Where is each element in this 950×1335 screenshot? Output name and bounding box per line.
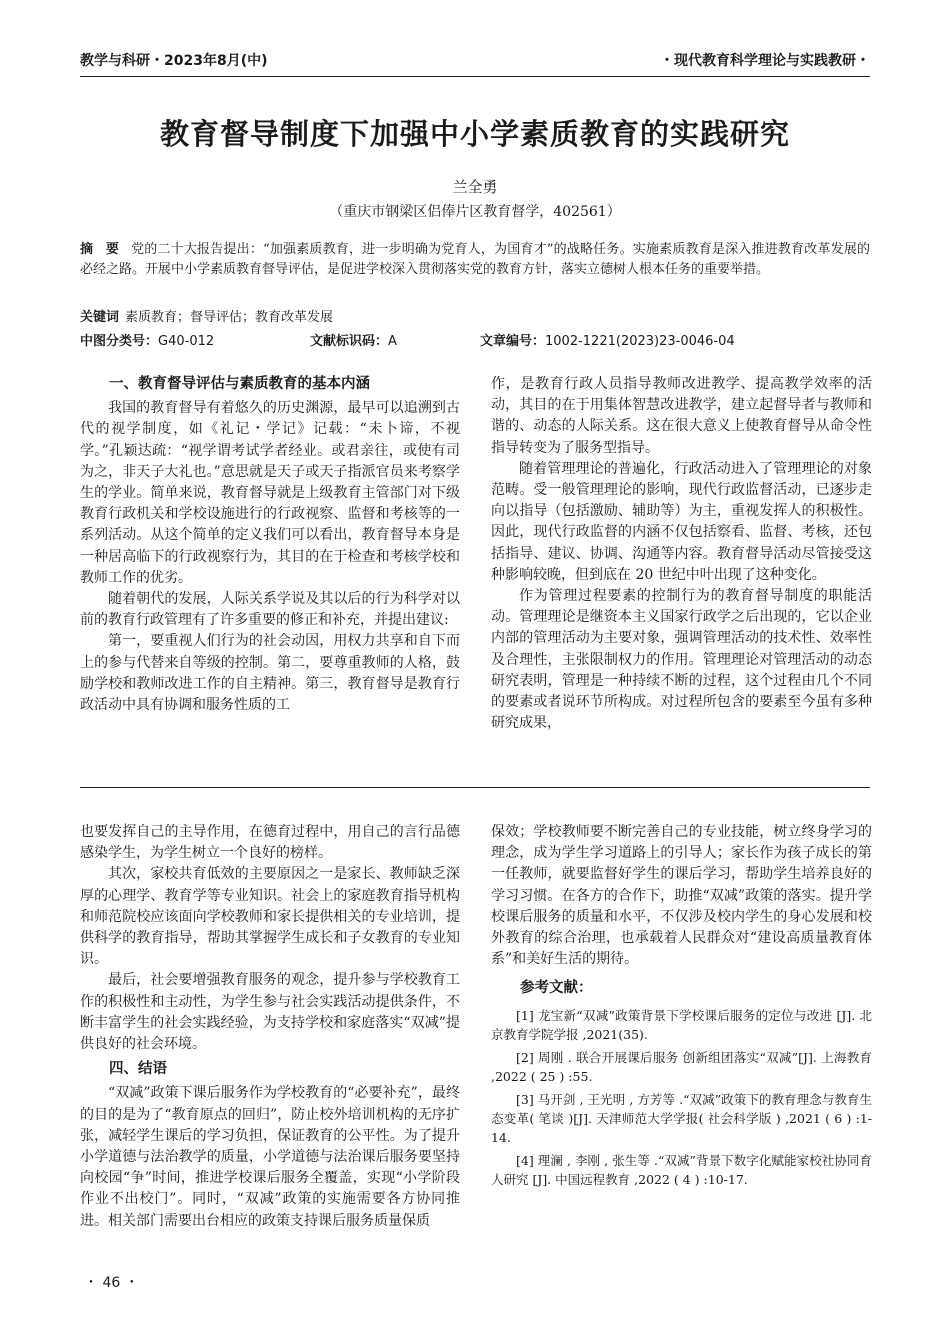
column-3 [80, 822, 460, 1232]
abstract-text: 党的二十大报告提出：“加强素质教育，进一步明确为党育人，为国育才”的战略任务。实施素质教育是深入推进教育改革发展的必经之路。开展中小学素质教育督导评估，是促进学校深入贯彻落实党的教育方针，落实立德树人根本任务的重要举措。 [80, 242, 871, 277]
article-number: 文章编号：1002-1221(2023)23-0046-04 [480, 334, 735, 349]
page-number: ・ 46 ・ [84, 1275, 139, 1291]
journal-issue: 教学与科研・2023年8月(中) [80, 53, 268, 69]
paragraph: 保效；学校教师要不断完善自己的专业技能，树立终身学习的理念，成为学生学习道路上的引导人；家长作为孩子成长的第一任教师，就要监督好学生的课后学习，帮助学生培养良好的学习习惯。在各方的合作下，助推“双减”政策的落实。提升学校课后服务的质量和水平，不仅涉及校内学生的身心发展和校外教育的综合治理，也承载着人民群众对“建设高质量教育体系”和美好生活的期待。 [491, 824, 872, 968]
paragraph: 随着朝代的发展，人际关系学说及其以后的行为科学对以前的教育行政管理有了许多重要的修正和补充，并提出建议: [80, 591, 460, 629]
article-title: 教育督导制度下加强中小学素质教育的实践研究 [159, 117, 790, 151]
column-4 [491, 822, 872, 1193]
page-divider [80, 787, 870, 788]
paragraph: 随着管理理论的普遍化，行政活动进入了管理理论的对象范畴。受一般管理理论的影响，现代行政监督活动，已逐步走向以指导（包括激励、辅助等）为主，重视发挥人的积极性。因此，现代行政监督的内涵不仅包括察看、监督、考核，还包括指导、建议、协调、沟通等内容。教育督导活动尽管接受这种影响较晚，但到底在 20 世纪中叶出现了这种变化。 [491, 460, 872, 583]
paragraph: 最后，社会要增强教育服务的观念，提升参与学校教育工作的积极性和主动性，为学生参与社会实践活动提供条件，不断丰富学生的社会实践经验，为支持学校和家庭落实“双减”提供良好的社会环境。 [80, 972, 460, 1053]
abstract [80, 240, 870, 280]
section-heading-1: 一、教育督导评估与素质教育的基本内涵 [109, 376, 370, 392]
doc-code: 文献标识码：A [310, 334, 397, 349]
paragraph: 也要发挥自己的主导作用，在德育过程中，用自己的言行品德感染学生，为学生树立一个良好的榜样。 [80, 824, 460, 862]
clc-number: 中图分类号：G40-012 [80, 334, 215, 349]
section-heading-4: 四、结语 [109, 1061, 167, 1078]
running-header [80, 50, 870, 72]
author: 兰全勇 [452, 178, 498, 196]
paragraph: 其次，家校共育低效的主要原因之一是家长、教师缺乏深厚的心理学、教育学等专业知识。社会上的家庭教育指导机构和师范院校应该面向学校教师和家长提供相关的专业培训，提供科学的教育指导，帮助其掌握学生成长和子女教育的专业知识。 [80, 866, 460, 968]
affiliation: （重庆市钢梁区侣俸片区教育督学，402561） [329, 204, 621, 220]
paragraph: 第一，要重视人们行为的社会动因，用权力共享和自下而上的参与代替来自等级的控制。第二，要尊重教师的人格，鼓励学校和教师改进工作的自主精神。第三，教育督导是教育行政活动中具有协调和服务性质的工 [80, 633, 460, 714]
keywords [80, 306, 870, 325]
reference-item: [2] 周刚 . 联合开展课后服务 创新组团落实“双减”[J]. 上海教育 ,2022 ( 25 ) :55. [491, 1049, 872, 1084]
header-divider [80, 76, 870, 77]
paragraph: 我国的教育督导有着悠久的历史渊源，最早可以追溯到古代的视学制度，如《礼记・学记》记载：“未卜谛，不视学。”孔颖达疏：“视学谓考试学者经业。或君亲往，或使有司为之，非天子大礼也。”意思就是天子或天子指派官员来考察学生的学业。简单来说，教育督导就是上级教育主管部门对下级教育行政机关和学校设施进行的行政视察、监督和考核等的一系列活动。从这个简单的定义我们可以看出，教育督导本身是一种居高临下的行政视察行为，其目的在于检查和考核学校和教师工作的优劣。 [80, 400, 460, 586]
column-1 [80, 374, 460, 716]
journal-column: ・现代教育科学理论与实践教研・ [660, 53, 870, 69]
paragraph: 作，是教育行政人员指导教师改进教学、提高教学效率的活动，其目的在于用集体智慧改进教学，建立起督导者与教师和谐的、动态的人际关系。这在很大意义上使教育督导从命令性指导转变为了服务型指导。 [491, 376, 872, 456]
paragraph: “双减”政策下课后服务作为学校教育的“必要补充”，最终的目的是为了“教育原点的回归”，防止校外培训机构的无序扩张，减轻学生课后的学习负担，保证教育的公平性。为了提升小学道德与法治教学的质量，小学道德与法治课后服务要坚持向校园“争”时间，推进学校课后服务全覆盖，实现“小学阶段作业不出校门”。同时，“双减”政策的实施需要各方协同推进。相关部门需要出台相应的政策支持课后服务质量保质 [80, 1085, 460, 1229]
reference-item: [1] 龙宝新“双减”政策背景下学校课后服务的定位与改进 [J]. 北京教育学院学报 ,2021(35). [491, 1007, 872, 1042]
reference-item: [3] 马开剑 , 王光明 , 方芳等 .“双减”政策下的教育理念与教育生态变革( 笔谈 )[J]. 天津师范大学学报( 社会科学版 ) ,2021 ( 6 ) :1-14. [491, 1091, 872, 1145]
keywords-label: 关键词 [80, 310, 120, 325]
keywords-text: 素质教育；督导评估；教育改革发展 [125, 310, 334, 325]
paragraph: 作为管理过程要素的控制行为的教育督导制度的职能活动。管理理论是继资本主义国家行政学之后出现的，它以企业内部的管理活动为主要对象，强调管理活动的技术性、效率性及合理性，主张限制权力的作用。管理理论对管理活动的动态研究表明，管理是一种持续不断的过程，这个过程由几个不同的要素或者说环节所构成。对过程所包含的要素至今虽有多种研究成果， [491, 588, 872, 732]
references-heading: 参考文献： [520, 980, 593, 997]
abstract-label: 摘 要 [80, 242, 124, 257]
column-2 [491, 374, 872, 734]
reference-item: [4] 理澜 , 李刚 , 张生等 .“双减”背景下数字化赋能家校社协同育人研究 [J]. 中国远程教育 ,2022 ( 4 ) :10-17. [491, 1152, 872, 1187]
